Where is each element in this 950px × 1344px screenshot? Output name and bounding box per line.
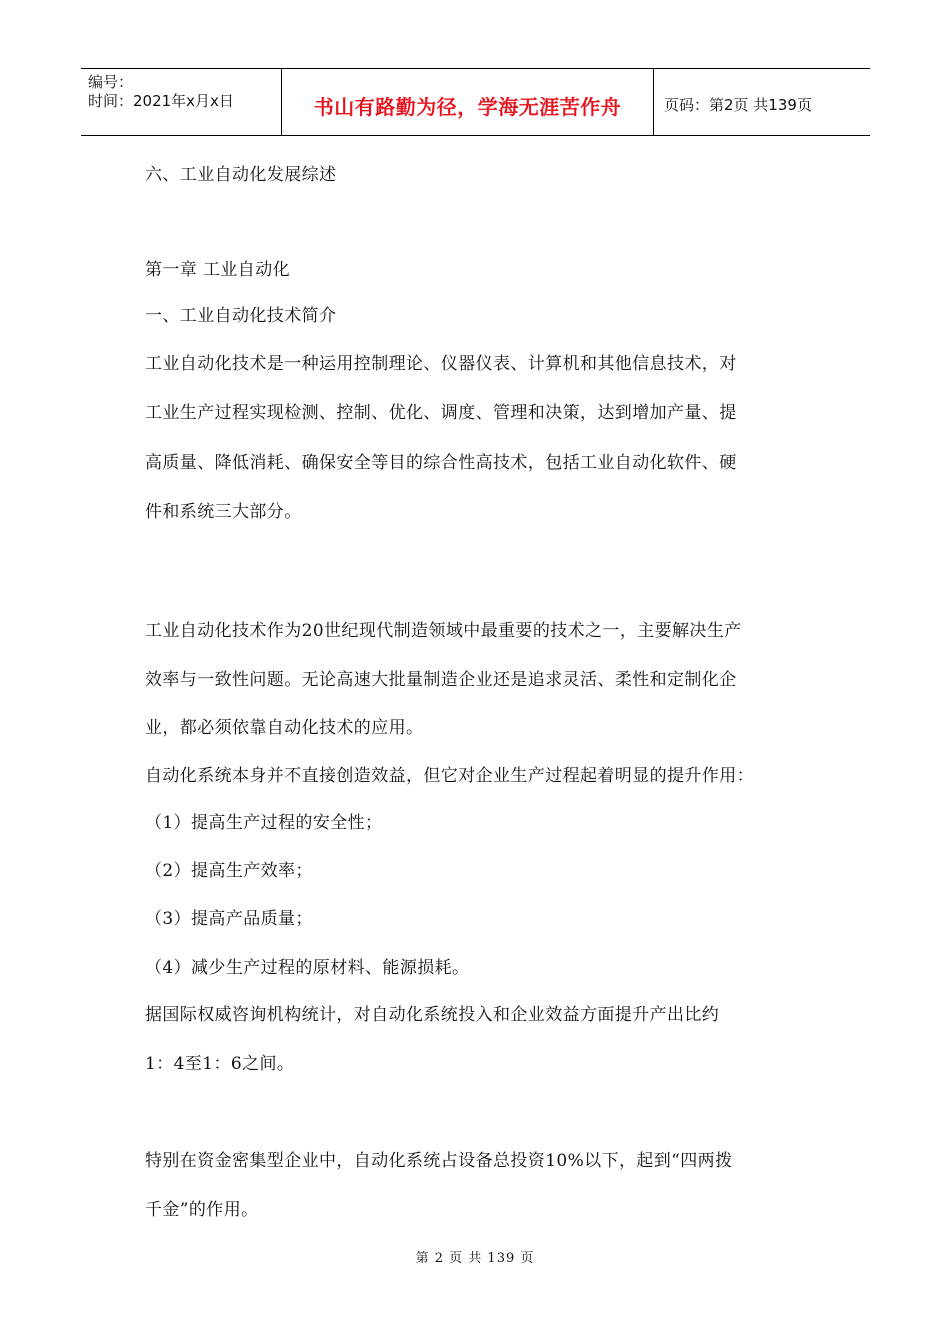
- paragraph-line: 工业自动化技术作为20世纪现代制造领域中最重要的技术之一，主要解决生产: [145, 621, 742, 641]
- paragraph-line: 工业自动化技术是一种运用控制理论、仪器仪表、计算机和其他信息技术，对: [145, 354, 737, 374]
- paragraph-line: 效率与一致性问题。无论高速大批量制造企业还是追求灵活、柔性和定制化企: [145, 670, 737, 690]
- page-header: [81, 68, 870, 136]
- paragraph-line: 自动化系统本身并不直接创造效益，但它对企业生产过程起着明显的提升作用：: [145, 766, 754, 786]
- header-page-info: 页码：第2页 共139页: [664, 95, 812, 114]
- paragraph-line: 高质量、降低消耗、确保安全等目的综合性高技术，包括工业自动化软件、硬: [145, 453, 737, 473]
- page-footer: 第 2 页 共 139 页: [415, 1251, 535, 1266]
- paragraph-line: 特别在资金密集型企业中，自动化系统占设备总投资10%以下，起到“四两拨: [145, 1151, 733, 1171]
- paragraph-line: 据国际权威咨询机构统计，对自动化系统投入和企业效益方面提升产出比约: [145, 1005, 720, 1025]
- subsection-heading: 一、工业自动化技术简介: [145, 306, 337, 326]
- document-number-label: 编号：: [88, 73, 134, 91]
- list-item: （3）提高产品质量；: [145, 909, 313, 929]
- paragraph-line: 千金”的作用。: [145, 1200, 259, 1220]
- paragraph-line: 工业生产过程实现检测、控制、优化、调度、管理和决策，达到增加产量、提: [145, 403, 737, 423]
- paragraph-line: 件和系统三大部分。: [145, 502, 302, 522]
- document-time-label: 时间：2021年x月x日: [88, 92, 234, 110]
- list-item: （1）提高生产过程的安全性；: [145, 813, 383, 833]
- paragraph-line: 1：4至1：6之间。: [145, 1054, 295, 1074]
- section-heading: 六、工业自动化发展综述: [145, 165, 337, 185]
- paragraph-line: 业，都必须依靠自动化技术的应用。: [145, 718, 424, 738]
- header-motto: 书山有路勤为径，学海无涯苦作舟: [282, 69, 654, 135]
- header-meta: [81, 69, 282, 135]
- list-item: （2）提高生产效率；: [145, 861, 313, 881]
- chapter-title: 第一章 工业自动化: [145, 260, 291, 280]
- list-item: （4）减少生产过程的原材料、能源损耗。: [145, 958, 470, 978]
